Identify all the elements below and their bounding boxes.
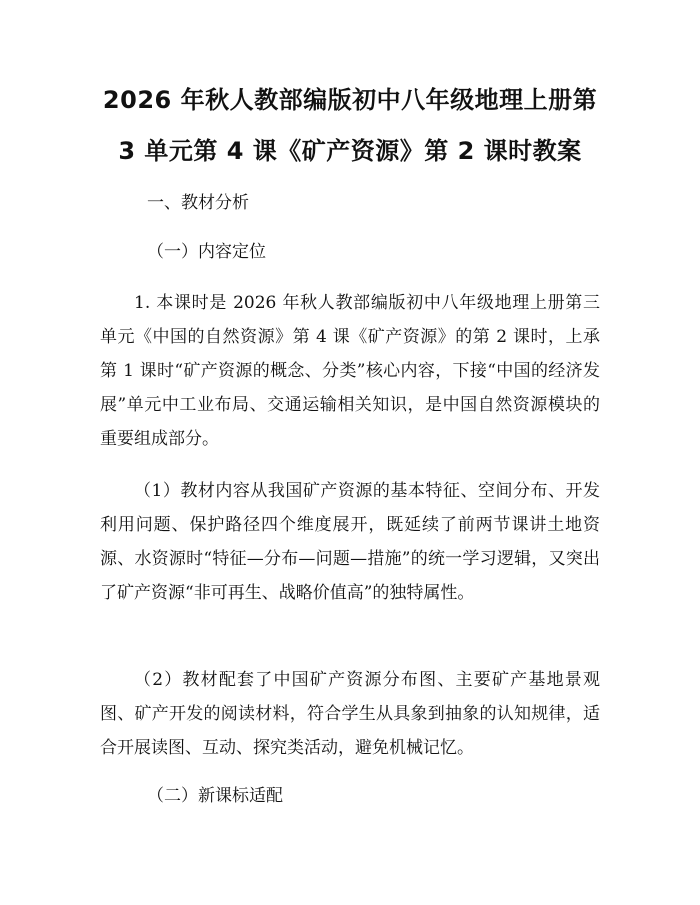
- paragraph-supporting-materials: （2）教材配套了中国矿产资源分布图、主要矿产基地景观图、矿产开发的阅读材料，符合学生从具象到抽象的认知规律，适合开展读图、互动、探究类活动，避免机械记忆。: [100, 670, 600, 758]
- subsection-heading-curriculum-fit: （二）新课标适配: [147, 786, 283, 806]
- document-title-line-2: 3 单元第 4 课《矿产资源》第 2 课时教案: [118, 137, 582, 165]
- paragraph-lesson-position: 1. 本课时是 2026 年秋人教部编版初中八年级地理上册第三单元《中国的自然资源》第 4 课《矿产资源》的第 2 课时，上承第 1 课时“矿产资源的概念、分类”核心内容，下接“中国的经济发展”单元中工业布局、交通运输相关知识，是中国自然资源模块的重要组成部分。: [100, 293, 600, 449]
- subsection-heading-content-positioning: （一）内容定位: [147, 242, 266, 262]
- section-heading-textbook-analysis: 一、教材分析: [147, 193, 249, 213]
- document-title-line-1: 2026 年秋人教部编版初中八年级地理上册第: [102, 86, 598, 114]
- paragraph-content-dimensions: （1）教材内容从我国矿产资源的基本特征、空间分布、开发利用问题、保护路径四个维度展开，既延续了前两节课讲土地资源、水资源时“特征—分布—问题—措施”的统一学习逻辑，又突出了矿产资源“非可再生、战略价值高”的独特属性。: [100, 481, 600, 603]
